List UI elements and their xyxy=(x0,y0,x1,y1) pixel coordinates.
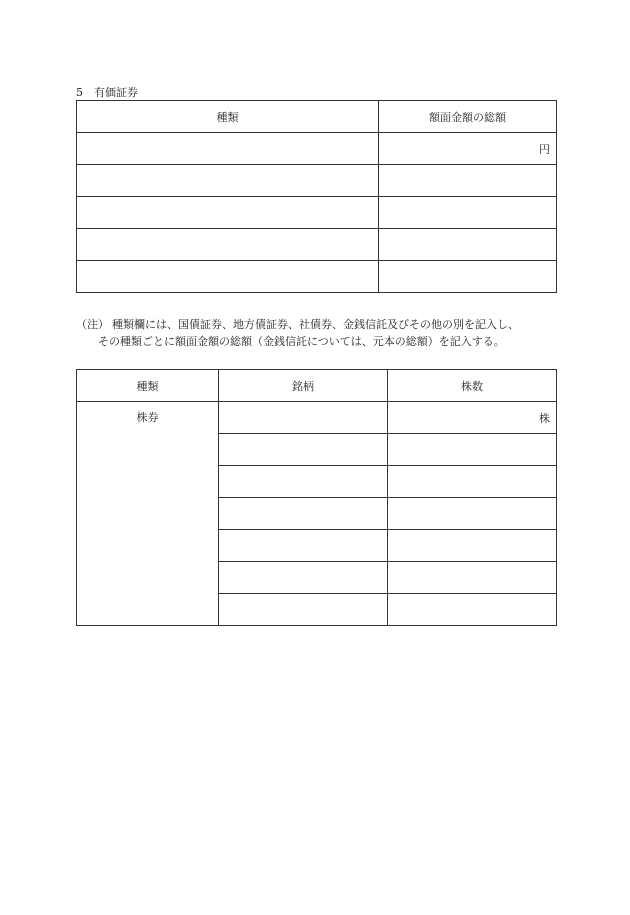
table-row xyxy=(77,165,557,197)
table-row xyxy=(77,133,557,165)
brand-cell[interactable] xyxy=(219,562,388,594)
securities-table xyxy=(76,100,557,293)
shares-cell[interactable] xyxy=(388,434,557,466)
brand-cell[interactable] xyxy=(219,594,388,626)
table-row xyxy=(77,197,557,229)
brand-cell[interactable] xyxy=(219,434,388,466)
shares-cell[interactable] xyxy=(388,498,557,530)
shares-cell[interactable] xyxy=(388,530,557,562)
shares-cell[interactable] xyxy=(388,594,557,626)
shares-cell[interactable] xyxy=(388,402,557,434)
table-row xyxy=(77,261,557,293)
column-header-kind: 種類 xyxy=(77,101,379,133)
section-number: 5 xyxy=(76,86,83,99)
note-tag: （注） xyxy=(76,318,109,331)
amount-cell[interactable] xyxy=(379,261,557,293)
amount-cell[interactable] xyxy=(379,133,557,165)
column-header-shares: 株数 xyxy=(388,370,557,402)
kind-cell[interactable] xyxy=(77,133,379,165)
table-row xyxy=(77,402,557,434)
kind-cell[interactable] xyxy=(77,197,379,229)
brand-cell[interactable] xyxy=(219,466,388,498)
shares-cell[interactable] xyxy=(388,466,557,498)
note xyxy=(76,316,556,350)
brand-cell[interactable] xyxy=(219,498,388,530)
stock-table xyxy=(76,369,557,626)
amount-cell[interactable] xyxy=(379,197,557,229)
table-header-row xyxy=(77,101,557,133)
stock-kind-cell: 株券 xyxy=(77,402,219,626)
shares-unit-label: 株 xyxy=(539,411,550,425)
kind-cell[interactable] xyxy=(77,165,379,197)
yen-unit-label: 円 xyxy=(539,142,550,156)
section-title: 有価証券 xyxy=(94,86,138,99)
column-header-face-value-total: 額面金額の総額 xyxy=(379,101,557,133)
table-header-row xyxy=(77,370,557,402)
kind-cell[interactable] xyxy=(77,229,379,261)
brand-cell[interactable] xyxy=(219,402,388,434)
brand-cell[interactable] xyxy=(219,530,388,562)
column-header-brand: 銘柄 xyxy=(219,370,388,402)
column-header-kind: 種類 xyxy=(77,370,219,402)
note-line-1 xyxy=(76,316,556,333)
shares-cell[interactable] xyxy=(388,562,557,594)
amount-cell[interactable] xyxy=(379,229,557,261)
note-line-2: その種類ごとに額面金額の総額（金銭信託については、元本の総額）を記入する。 xyxy=(98,335,505,348)
kind-cell[interactable] xyxy=(77,261,379,293)
section-heading xyxy=(76,86,138,100)
table-row xyxy=(77,229,557,261)
amount-cell[interactable] xyxy=(379,165,557,197)
note-text-1: 種類欄には、国債証券、地方債証券、社債券、金銭信託及びその他の別を記入し、 xyxy=(112,318,519,331)
